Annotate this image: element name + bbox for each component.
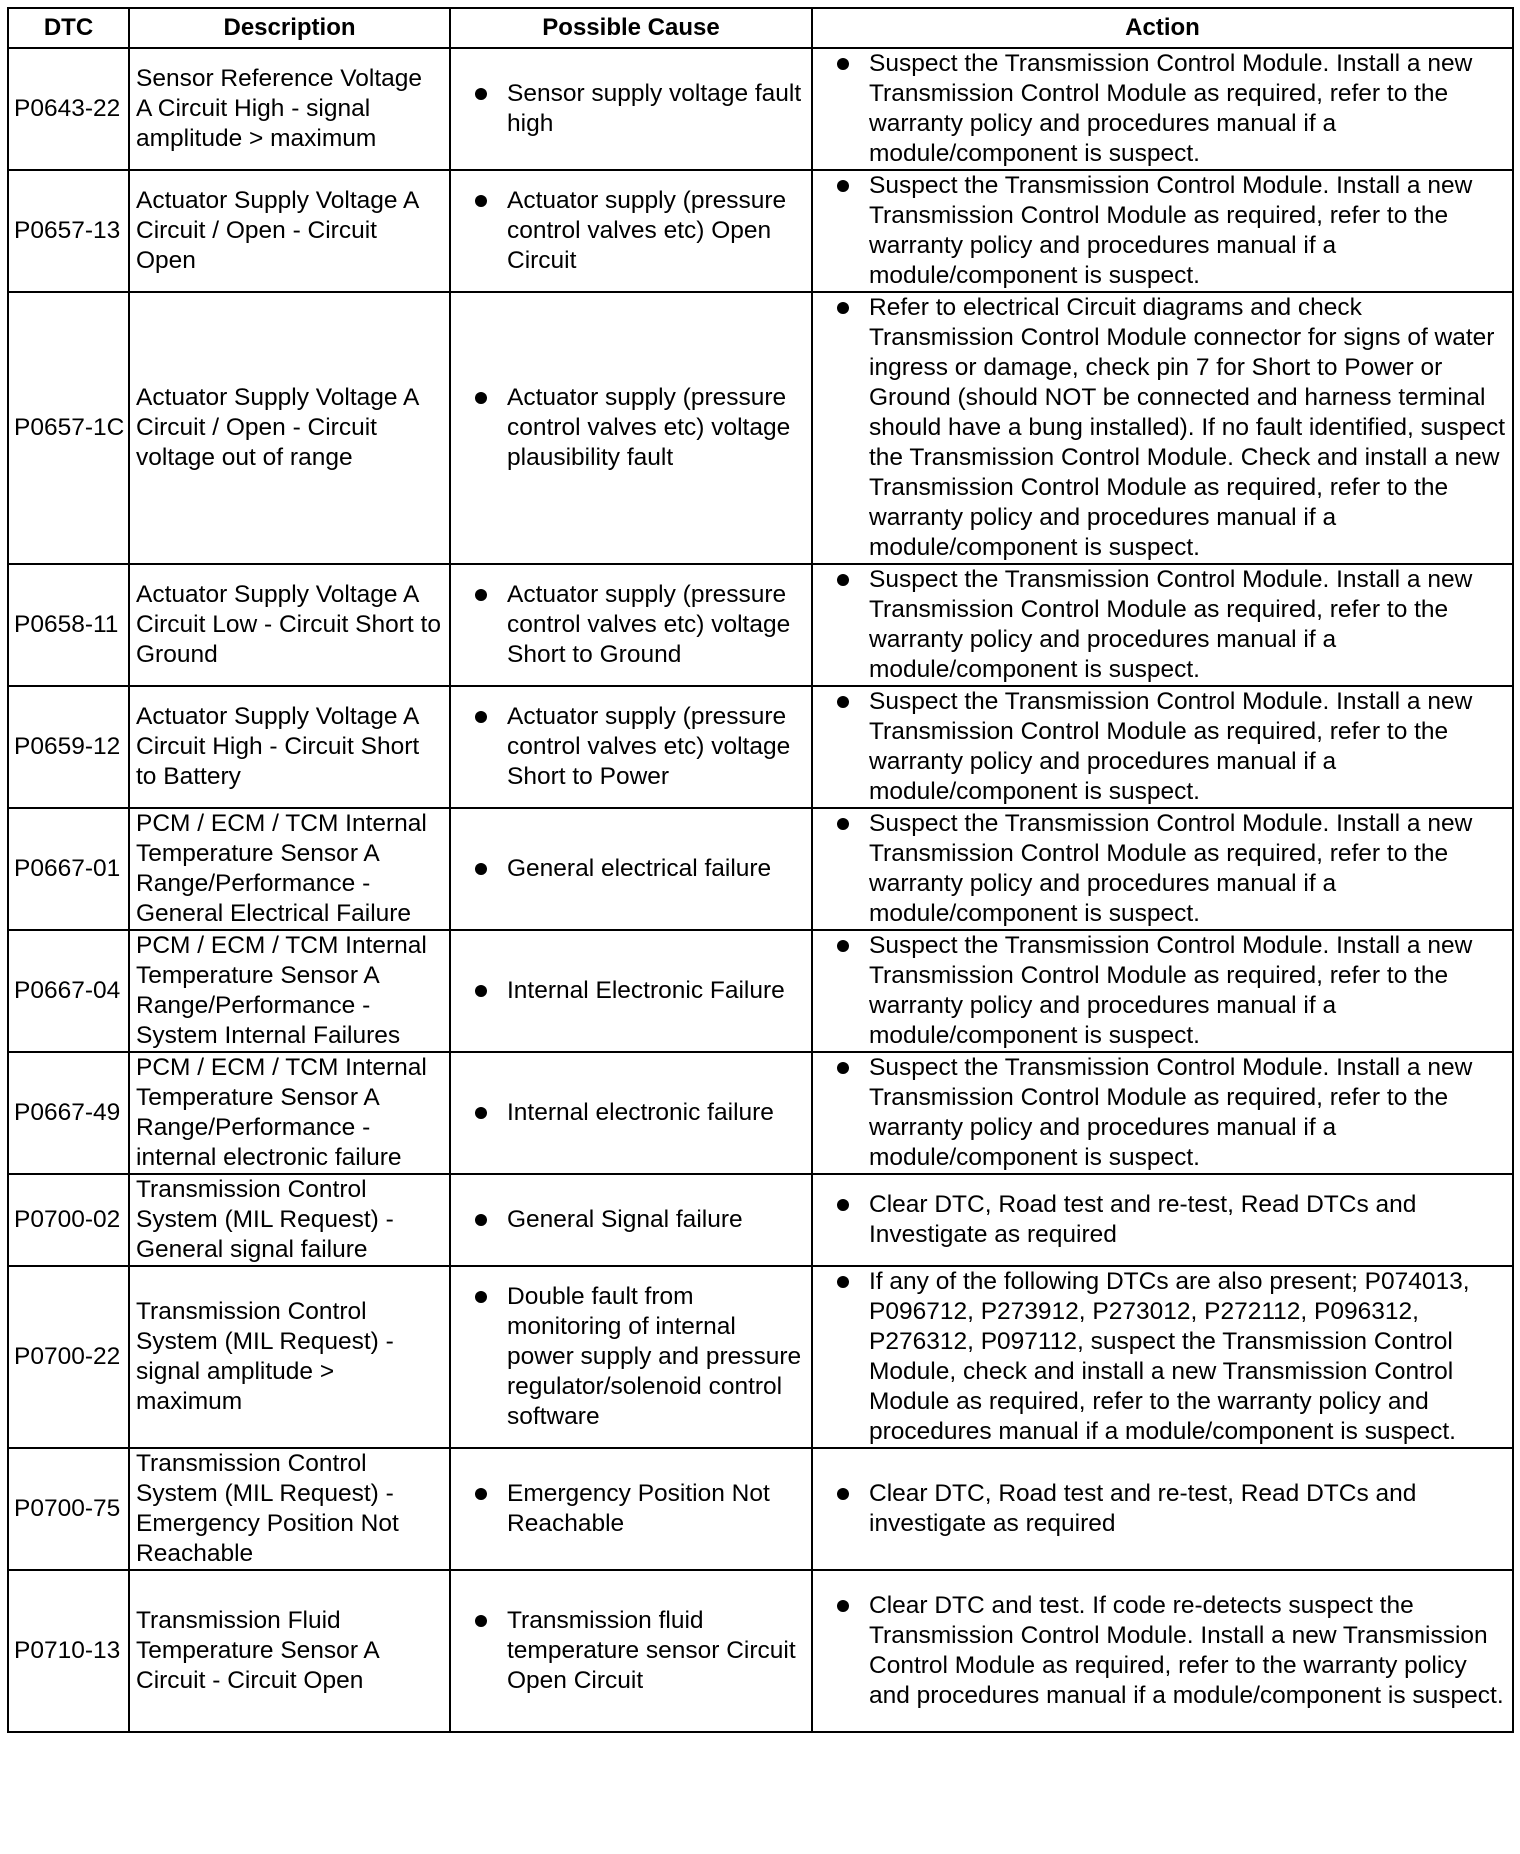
possible-cause-cell (450, 1052, 812, 1174)
possible-cause-bullet-item (475, 854, 807, 884)
action-bullet-item (837, 809, 1508, 929)
possible-cause-bullet-item (475, 79, 807, 139)
possible-cause-cell (450, 292, 812, 564)
table-row (8, 686, 1513, 808)
possible-cause-cell (450, 564, 812, 686)
dtc-description: Actuator Supply Voltage A Circuit / Open - Circuit voltage out of range (129, 292, 450, 564)
bullet-icon (837, 574, 849, 586)
possible-cause-cell (450, 48, 812, 170)
possible-cause-text: Sensor supply voltage fault high (507, 80, 802, 137)
dtc-description: PCM / ECM / TCM Internal Temperature Sensor A Range/Performance - System Internal Failures (129, 930, 450, 1052)
action-text: Clear DTC, Road test and re-test, Read DTCs and Investigate as required (869, 1191, 1417, 1248)
possible-cause-bullet-item (475, 702, 807, 792)
bullet-icon (475, 1488, 487, 1500)
dtc-description: Transmission Control System (MIL Request) - signal amplitude > maximum (129, 1266, 450, 1448)
action-cell (812, 686, 1513, 808)
action-cell (812, 292, 1513, 564)
bullet-icon (475, 863, 487, 875)
possible-cause-text: Internal Electronic Failure (507, 977, 785, 1004)
bullet-icon (837, 302, 849, 314)
possible-cause-cell (450, 808, 812, 930)
action-cell (812, 1448, 1513, 1570)
table-row (8, 1266, 1513, 1448)
action-text: Refer to electrical Circuit diagrams and check Transmission Control Module connector for signs of water ingress or damage, check pin 7 for Short to Power or Ground (should NOT be connected and harness terminal should have a bung installed). If no fault identified, suspect the Transmission Control Module. Check and install a new Transmission Control Module as required, refer to the warranty policy and procedures manual if a module/component is suspect. (869, 294, 1506, 561)
action-cell (812, 1174, 1513, 1266)
action-text: Suspect the Transmission Control Module. Install a new Transmission Control Module as required, refer to the warranty policy and procedures manual if a module/component is suspect. (869, 810, 1473, 927)
dtc-description: Sensor Reference Voltage A Circuit High - signal amplitude > maximum (129, 48, 450, 170)
bullet-icon (475, 1214, 487, 1226)
possible-cause-text: Actuator supply (pressure control valves etc) voltage Short to Ground (507, 581, 791, 668)
possible-cause-text: General electrical failure (507, 855, 772, 882)
possible-cause-text: Double fault from monitoring of internal power supply and pressure regulator/solenoid control software (507, 1283, 802, 1430)
possible-cause-cell (450, 170, 812, 292)
possible-cause-cell (450, 1570, 812, 1732)
bullet-icon (475, 1107, 487, 1119)
dtc-code: P0710-13 (8, 1570, 129, 1732)
possible-cause-text: Actuator supply (pressure control valves etc) voltage plausibility fault (507, 384, 791, 471)
possible-cause-bullet-item (475, 186, 807, 276)
dtc-description: Transmission Control System (MIL Request) - General signal failure (129, 1174, 450, 1266)
possible-cause-bullet-item (475, 1606, 807, 1696)
action-bullet-item (837, 565, 1508, 685)
action-bullet-item (837, 687, 1508, 807)
bullet-icon (837, 58, 849, 70)
table-row (8, 1570, 1513, 1732)
action-cell (812, 1570, 1513, 1732)
bullet-icon (475, 1291, 487, 1303)
bullet-icon (837, 1600, 849, 1612)
action-text: Suspect the Transmission Control Module. Install a new Transmission Control Module as required, refer to the warranty policy and procedures manual if a module/component is suspect. (869, 688, 1473, 805)
action-cell (812, 564, 1513, 686)
possible-cause-bullet-item (475, 383, 807, 473)
possible-cause-bullet-item (475, 1479, 807, 1539)
header-possible-cause: Possible Cause (450, 8, 812, 48)
possible-cause-bullet-item (475, 580, 807, 670)
bullet-icon (837, 180, 849, 192)
header-dtc: DTC (8, 8, 129, 48)
dtc-description: Transmission Control System (MIL Request) - Emergency Position Not Reachable (129, 1448, 450, 1570)
table-row (8, 1448, 1513, 1570)
action-bullet-item (837, 1479, 1508, 1539)
action-bullet-item (837, 1190, 1508, 1250)
action-text: Suspect the Transmission Control Module. Install a new Transmission Control Module as required, refer to the warranty policy and procedures manual if a module/component is suspect. (869, 172, 1473, 289)
possible-cause-cell (450, 1266, 812, 1448)
table-row (8, 930, 1513, 1052)
possible-cause-text: General Signal failure (507, 1206, 743, 1233)
bullet-icon (837, 1062, 849, 1074)
bullet-icon (475, 711, 487, 723)
bullet-icon (475, 1615, 487, 1627)
action-cell (812, 48, 1513, 170)
table-row (8, 170, 1513, 292)
action-cell (812, 170, 1513, 292)
header-row (8, 8, 1513, 48)
dtc-description: PCM / ECM / TCM Internal Temperature Sensor A Range/Performance - internal electronic failure (129, 1052, 450, 1174)
dtc-code: P0700-22 (8, 1266, 129, 1448)
possible-cause-bullet-item (475, 976, 807, 1006)
dtc-table (7, 7, 1514, 1733)
bullet-icon (475, 392, 487, 404)
bullet-icon (837, 818, 849, 830)
table-row (8, 292, 1513, 564)
dtc-description: Actuator Supply Voltage A Circuit Low - Circuit Short to Ground (129, 564, 450, 686)
possible-cause-cell (450, 1174, 812, 1266)
dtc-code: P0667-01 (8, 808, 129, 930)
dtc-code: P0667-04 (8, 930, 129, 1052)
action-bullet-item (837, 1267, 1508, 1447)
dtc-description: Transmission Fluid Temperature Sensor A Circuit - Circuit Open (129, 1570, 450, 1732)
table-row (8, 1052, 1513, 1174)
action-cell (812, 1052, 1513, 1174)
dtc-description: PCM / ECM / TCM Internal Temperature Sensor A Range/Performance - General Electrical Failure (129, 808, 450, 930)
bullet-icon (837, 1199, 849, 1211)
bullet-icon (475, 589, 487, 601)
table-row (8, 564, 1513, 686)
header-description: Description (129, 8, 450, 48)
bullet-icon (837, 1488, 849, 1500)
possible-cause-text: Actuator supply (pressure control valves etc) Open Circuit (507, 187, 787, 274)
possible-cause-cell (450, 1448, 812, 1570)
action-text: Clear DTC, Road test and re-test, Read DTCs and investigate as required (869, 1480, 1417, 1537)
action-text: Clear DTC and test. If code re-detects suspect the Transmission Control Module. Install a new Transmission Control Module as required, refer to the warranty policy and procedures manual if a module/component is suspect. (869, 1592, 1504, 1709)
possible-cause-bullet-item (475, 1205, 807, 1235)
action-bullet-item (837, 171, 1508, 291)
bullet-icon (837, 940, 849, 952)
bullet-icon (475, 985, 487, 997)
table-row (8, 48, 1513, 170)
header-action: Action (812, 8, 1513, 48)
action-bullet-item (837, 1591, 1508, 1711)
action-bullet-item (837, 931, 1508, 1051)
dtc-code: P0659-12 (8, 686, 129, 808)
dtc-description: Actuator Supply Voltage A Circuit High - Circuit Short to Battery (129, 686, 450, 808)
action-cell (812, 930, 1513, 1052)
action-text: Suspect the Transmission Control Module. Install a new Transmission Control Module as required, refer to the warranty policy and procedures manual if a module/component is suspect. (869, 50, 1473, 167)
bullet-icon (475, 195, 487, 207)
bullet-icon (837, 696, 849, 708)
action-cell (812, 1266, 1513, 1448)
action-text: Suspect the Transmission Control Module. Install a new Transmission Control Module as required, refer to the warranty policy and procedures manual if a module/component is suspect. (869, 1054, 1473, 1171)
action-text: If any of the following DTCs are also present; P074013, P096712, P273912, P273012, P272112, P096312, P276312, P097112, suspect the Transmission Control Module, check and install a new Transmission Control Module as required, refer to the warranty policy and procedures manual if a module/component is suspect. (869, 1268, 1470, 1445)
dtc-code: P0657-1C (8, 292, 129, 564)
action-bullet-item (837, 49, 1508, 169)
table-row (8, 1174, 1513, 1266)
possible-cause-cell (450, 686, 812, 808)
table-row (8, 808, 1513, 930)
bullet-icon (837, 1276, 849, 1288)
dtc-description: Actuator Supply Voltage A Circuit / Open - Circuit Open (129, 170, 450, 292)
possible-cause-text: Emergency Position Not Reachable (507, 1480, 770, 1537)
dtc-code: P0700-02 (8, 1174, 129, 1266)
dtc-code: P0658-11 (8, 564, 129, 686)
action-cell (812, 808, 1513, 930)
bullet-icon (475, 88, 487, 100)
possible-cause-text: Actuator supply (pressure control valves etc) voltage Short to Power (507, 703, 791, 790)
dtc-code: P0667-49 (8, 1052, 129, 1174)
possible-cause-bullet-item (475, 1098, 807, 1128)
possible-cause-cell (450, 930, 812, 1052)
dtc-code: P0643-22 (8, 48, 129, 170)
dtc-code: P0700-75 (8, 1448, 129, 1570)
action-text: Suspect the Transmission Control Module. Install a new Transmission Control Module as required, refer to the warranty policy and procedures manual if a module/component is suspect. (869, 566, 1473, 683)
action-bullet-item (837, 1053, 1508, 1173)
dtc-code: P0657-13 (8, 170, 129, 292)
action-bullet-item (837, 293, 1508, 563)
possible-cause-bullet-item (475, 1282, 807, 1432)
action-text: Suspect the Transmission Control Module. Install a new Transmission Control Module as required, refer to the warranty policy and procedures manual if a module/component is suspect. (869, 932, 1473, 1049)
possible-cause-text: Transmission fluid temperature sensor Circuit Open Circuit (507, 1607, 796, 1694)
possible-cause-text: Internal electronic failure (507, 1099, 774, 1126)
